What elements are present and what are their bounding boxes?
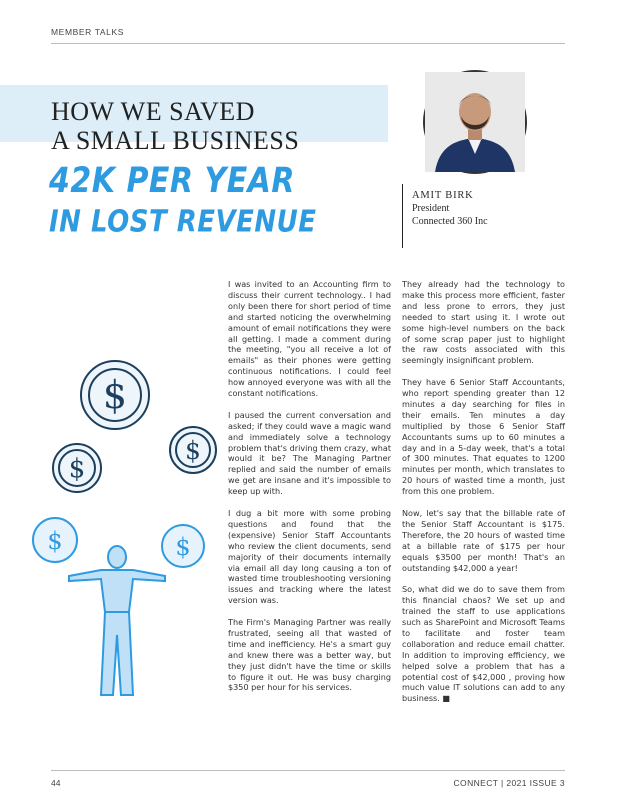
paragraph: I paused the current conversation and asked; if they could wave a magic wand and immediately solve a technology problem that's driving them crazy, what would it be? The Managing Partner replied and said the number of emails we get are insane and it's impossible to keep up with. <box>228 409 391 497</box>
author-block <box>402 184 552 248</box>
section-label: MEMBER TALKS <box>51 27 125 37</box>
paragraph: So, what did we do to save them from this financial chaos? We set up and trained the staff to use applications such as SharePoint and Microsoft Teams to facilitate and foster team collaboration and reduce email chatter. In addition to improving efficiency, we helped solve a problem that has a potential cost of $42,000 , proving how much value IT solutions can add to any business. ■ <box>402 584 565 704</box>
article-column-1 <box>228 279 391 704</box>
author-portrait-image <box>425 72 525 172</box>
bottom-divider <box>51 770 565 771</box>
page-number: 44 <box>51 778 61 788</box>
paragraph: They have 6 Senior Staff Accountants, who report spending greater than 12 minutes a day searching for files in their emails. Ten minutes a day multiplied by those 6 Senior Staff Accountants sums up to 60 minutes a day and in a 5-day week, that's a total of 300 minutes. That equates to 1200 minutes per month, which translates to 20 hours of wasted time a month, just from this one problem. <box>402 377 565 497</box>
article-column-2 <box>402 279 565 715</box>
title-line-1: HOW WE SAVED <box>51 97 255 126</box>
svg-text:$: $ <box>185 436 201 465</box>
paragraph: I was invited to an Accounting firm to discuss their current technology.. I had only been there for short period of time and started noticing the overwhelming amount of email notifications they were all getting. I made a comment during the meeting, "you all receive a lot of emails" as their phones were getting continuous notifications. I could feel how annoyed everyone was with all the constant notifications. <box>228 279 391 399</box>
author-company: Connected 360 Inc <box>412 216 488 227</box>
title-line-2: A SMALL BUSINESS <box>51 126 300 155</box>
issue-label: CONNECT | 2021 ISSUE 3 <box>453 778 565 788</box>
top-divider <box>51 43 565 44</box>
svg-text:$: $ <box>102 373 128 417</box>
title-highlight-1: 42K PER YEAR <box>49 161 295 202</box>
svg-text:$: $ <box>175 533 191 561</box>
paragraph: I dug a bit more with some probing questions and found that the (expensive) Senior Staff Accountants who review the client documents, send majority of their documents internally via email all day long causing a ton of wasted time troubleshooting versioning issues and tracking where the latest version was. <box>228 508 391 606</box>
svg-text:$: $ <box>68 454 86 484</box>
juggling-coins-illustration <box>47 350 220 705</box>
paragraph: They already had the technology to make this process more efficient, faster and less prone to errors, they just needed to start using it. I wrote out some high-level numbers on the back of some scrap paper just to highlight the raw costs associated with this seemingly insignificant problem. <box>402 279 565 366</box>
author-role: President <box>412 203 450 214</box>
svg-text:$: $ <box>47 527 63 555</box>
paragraph: The Firm's Managing Partner was really frustrated, seeing all that wasted of time and inefficiency. He's a smart guy and knew there was a better way, but they just didn't have the time or skills to figure it out. He was busy charging $350 per hour for his services. <box>228 617 391 693</box>
author-name: AMIT BIRK <box>412 190 474 201</box>
paragraph: Now, let's say that the billable rate of the Senior Staff Accountant is $175. Therefore, the 20 hours of wasted time at a billable rate of $175 per hour equals $3500 per month! That's an outstanding $42,000 a year! <box>402 508 565 573</box>
author-photo <box>425 72 525 172</box>
title-highlight-2: IN LOST REVENUE <box>49 205 317 240</box>
